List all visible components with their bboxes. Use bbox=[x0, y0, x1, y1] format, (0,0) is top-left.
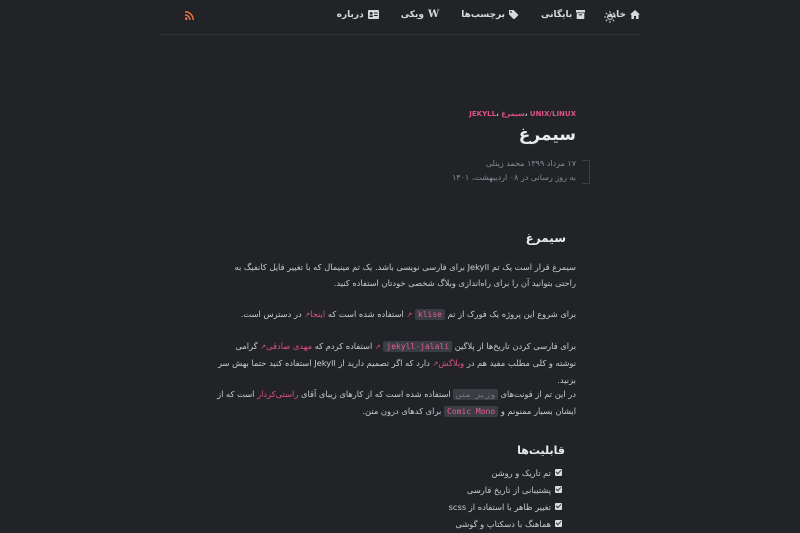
designer-link[interactable]: راستی‌کردار bbox=[257, 389, 299, 399]
external-link-icon: ↗ bbox=[260, 343, 267, 351]
checkbox-checked-icon bbox=[555, 503, 562, 510]
post-updated-date: به روز رسانی در ۰۸ اردیبهشت، ۱۴۰۱ bbox=[451, 173, 576, 182]
text-span: استفاده شده است که bbox=[327, 309, 404, 319]
text-span: برای شروع این پروژه یک فورک از تم bbox=[447, 309, 576, 319]
archive-icon bbox=[576, 10, 585, 19]
text-span: برای فارسی کردن تاریخ‌ها از پلاگین bbox=[454, 341, 576, 351]
list-item bbox=[449, 515, 562, 532]
feature-label: پشتیبانی از تاریخ فارسی bbox=[466, 484, 551, 495]
text-span: دارد که اگر تصمیم دارید از Jekyll استفاده کنید حتما بهش سر بزنید. bbox=[217, 358, 576, 385]
nav-item-archive[interactable] bbox=[541, 10, 585, 20]
inline-code: jekyll-jalali bbox=[383, 341, 452, 352]
section-heading: سیمرغ bbox=[525, 231, 566, 245]
klise-link[interactable]: اینجا bbox=[310, 309, 326, 319]
id-card-icon bbox=[368, 10, 379, 19]
nav-item-tags-label: برچسب‌ها bbox=[461, 9, 506, 20]
feature-label: تغییر ظاهر با استفاده از scss bbox=[448, 501, 551, 512]
sun-icon bbox=[604, 11, 616, 23]
checkbox-checked-icon bbox=[555, 486, 562, 493]
theme-toggle-button[interactable] bbox=[604, 11, 616, 26]
rss-icon bbox=[185, 11, 194, 20]
external-link-icon: ↗ bbox=[432, 360, 439, 368]
blog-link[interactable]: وبلاگش bbox=[438, 358, 465, 368]
external-link-icon: ↗ bbox=[304, 311, 311, 319]
text-span: گرامی نوشته و کلی مطلب مفید هم در bbox=[235, 341, 576, 368]
intro-paragraph: سیمرغ قرار است یک تم Jekyll برای فارسی نویسی باشد. یک تم مینیمال که با تغییر فایل کانفیگ به راحتی بتوانید آن را برای راه‌اندازی وبلاگ شخصی خودتان استفاده کنید. bbox=[234, 262, 576, 288]
category-link[interactable]: UNIX/LINUX bbox=[529, 110, 576, 118]
text-span: استفاده کردم که bbox=[314, 341, 373, 351]
fork-paragraph bbox=[216, 306, 576, 323]
nav-menu bbox=[337, 9, 640, 20]
features-list bbox=[449, 464, 562, 532]
feature-label: تم تاریک و روشن bbox=[491, 467, 551, 478]
feature-label: هماهنگ با دسکتاپ و گوشی bbox=[455, 518, 551, 529]
meta-divider bbox=[582, 160, 590, 184]
list-item bbox=[449, 464, 562, 481]
jalali-paragraph bbox=[216, 338, 576, 388]
home-icon bbox=[630, 10, 640, 19]
author-link[interactable]: مهدی صادقی bbox=[266, 341, 313, 351]
list-item bbox=[449, 481, 562, 498]
external-link-icon: ↗ bbox=[374, 343, 381, 351]
fonts-paragraph bbox=[216, 386, 576, 420]
post-title: سیمرغ bbox=[518, 125, 576, 145]
text-span: استفاده شده است که از کارهای زیبای آقای bbox=[300, 389, 451, 399]
checkbox-checked-icon bbox=[555, 469, 562, 476]
category-link[interactable]: سیمرغ bbox=[501, 110, 525, 118]
inline-code: klise bbox=[415, 309, 445, 320]
wikipedia-icon: W bbox=[428, 9, 440, 20]
checkbox-checked-icon bbox=[555, 520, 562, 527]
inline-code: Comic Mono bbox=[444, 406, 498, 417]
external-link-icon: ↗ bbox=[406, 311, 413, 319]
text-span: برای کدهای درون متن. bbox=[362, 406, 442, 416]
nav-item-home-label: خانه bbox=[607, 9, 626, 20]
rss-link[interactable] bbox=[185, 11, 194, 23]
nav-item-about-label: درباره bbox=[336, 9, 364, 20]
nav-item-archive-label: بایگانی bbox=[541, 9, 573, 20]
post-date-author: ۱۷ مرداد ۱۳۹۹ محمد زینلی bbox=[485, 159, 576, 168]
tag-icon bbox=[509, 10, 519, 19]
features-heading: قابلیت‌ها bbox=[517, 444, 565, 457]
category-link[interactable]: JEKYLL bbox=[469, 110, 497, 118]
inline-code: وزیر متن bbox=[453, 389, 498, 400]
text-span: در دسترس است. bbox=[240, 309, 302, 319]
top-navbar bbox=[160, 0, 640, 35]
list-item bbox=[449, 498, 562, 515]
nav-item-wiki[interactable] bbox=[401, 9, 440, 20]
text-span: در این تم از فونت‌های bbox=[500, 389, 576, 399]
post-meta bbox=[416, 157, 576, 185]
nav-item-wiki-label: ویکی bbox=[400, 9, 425, 20]
nav-item-tags[interactable] bbox=[461, 10, 519, 20]
text-span: است که از ایشان بسیار ممنونم و bbox=[217, 389, 576, 416]
post-categories: JEKYLL، سیمرغ، UNIX/LINUX bbox=[469, 110, 576, 118]
nav-item-about[interactable] bbox=[337, 10, 379, 20]
